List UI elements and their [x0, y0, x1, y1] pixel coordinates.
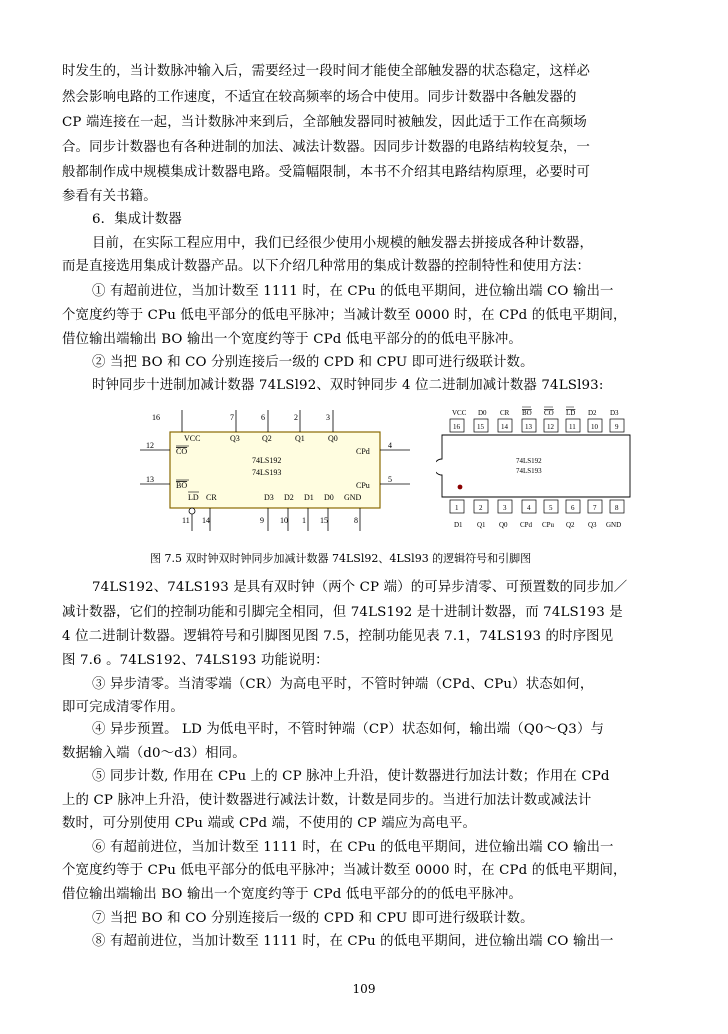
- text-line: ⑥ 有超前进位，当加计数至 1111 时，在 CPu 的低电平期间，进位输出端 CO 输出一: [92, 840, 614, 855]
- pin-label: GND: [344, 493, 362, 502]
- pin-label: CR: [206, 493, 217, 502]
- text-line: 借位输出端输出 BO 输出一个宽度约等于 CPd 低电平部分的的低电平脉冲。: [62, 332, 522, 347]
- pin-label: LD: [188, 493, 199, 502]
- pin-label: CPu: [542, 521, 555, 529]
- pin-number: 6: [571, 504, 575, 512]
- pin-number: 1: [455, 504, 459, 512]
- pin-number: 3: [503, 504, 507, 512]
- text-line: 时发生的，当计数脉冲输入后，需要经过一段时间才能使全部触发器的状态稳定，这样必: [62, 64, 591, 79]
- pin-label: D3: [264, 493, 274, 502]
- text-line: 然会影响电路的工作速度，不适宜在较高频率的场合中使用。同步计数器中各触发器的: [62, 90, 577, 105]
- pinout-diagram: [436, 403, 636, 533]
- pin-number: 9: [615, 423, 619, 431]
- pin-label: D2: [588, 409, 597, 417]
- chip-body: [436, 435, 630, 497]
- pin-number: 3: [326, 413, 330, 422]
- text-line: ③ 异步清零。当清零端（CR）为高电平时，不管时钟端（CPd、CPu）状态如何，: [92, 677, 594, 692]
- pin-number: 12: [547, 423, 554, 431]
- pin-number: 11: [182, 516, 190, 525]
- text-line: 数据输入端（d0～d3）相同。: [62, 746, 246, 761]
- text-line: CP 端连接在一起，当计数脉冲来到后，全部触发器同时被触发，因此适于工作在高频场: [62, 115, 587, 130]
- pin-label: LD: [566, 409, 576, 417]
- pin-number: 2: [294, 413, 298, 422]
- pin-label: D1: [304, 493, 314, 502]
- pin-label: GND: [606, 521, 622, 529]
- pin-label: CO: [544, 409, 554, 417]
- pin-number: 14: [501, 423, 508, 431]
- pin-number: 5: [549, 504, 553, 512]
- pin-number: 8: [615, 504, 619, 512]
- text-line: ⑦ 当把 BO 和 CO 分别连接后一级的 CPD 和 CPU 即可进行级联计数。: [92, 911, 534, 926]
- pin-number: 2: [479, 504, 483, 512]
- text-line: 般都制作成中规模集成计数器电路。受篇幅限制，本书不介绍其电路结构原理，必要时可: [62, 165, 591, 180]
- pin-label: Q2: [262, 434, 272, 443]
- pin-number: 1: [302, 516, 306, 525]
- pin-number: 13: [525, 423, 532, 431]
- pin-label: Q3: [230, 434, 240, 443]
- pin-number: 15: [320, 516, 328, 525]
- pin-number: 13: [146, 475, 154, 484]
- pin-number: 16: [453, 423, 460, 431]
- text-line: ② 当把 BO 和 CO 分别连接后一级的 CPD 和 CPU 即可进行级联计数。: [92, 355, 534, 370]
- text-line: 个宽度约等于 CPu 低电平部分的低电平脉冲；当减计数至 0000 时，在 CPd 的低电平期间，: [62, 863, 627, 878]
- chip-name: 74LS193: [516, 467, 542, 475]
- pin-number: 7: [230, 413, 234, 422]
- pin-label: CO: [176, 447, 188, 456]
- pin-number: 10: [280, 516, 288, 525]
- pin-number: 12: [146, 441, 154, 450]
- logic-symbol-diagram: [130, 405, 430, 540]
- pin-number: 5: [388, 475, 392, 484]
- pin1-dot: [458, 485, 463, 490]
- page-number: 109: [352, 982, 376, 996]
- text-line: 图 7.6 。74LS192、74LS193 功能说明：: [62, 653, 329, 668]
- pin-label: CPd: [356, 447, 370, 456]
- pin-number: 15: [477, 423, 484, 431]
- pin-number: 14: [202, 516, 210, 525]
- pin-label: Q2: [566, 521, 575, 529]
- text-line: 时钟同步十进制加减计数器 74LSl92、双时钟同步 4 位二进制加减计数器 74LSl93:: [92, 378, 604, 393]
- pin-number: 9: [260, 516, 264, 525]
- pin-number: 4: [388, 441, 392, 450]
- pin-label: D1: [454, 521, 463, 529]
- chip-name: 74LS193: [252, 468, 282, 477]
- pin-label: CPd: [520, 521, 533, 529]
- pin-number: 10: [591, 423, 598, 431]
- text-line: ⑤ 同步计数, 作用在 CPu 上的 CP 脉冲上升沿，使计数器进行加法计数；作用在 CPd: [92, 769, 610, 784]
- text-line: 借位输出端输出 BO 输出一个宽度约等于 CPd 低电平部分的的低电平脉冲。: [62, 887, 522, 902]
- text-line: 参看有关书籍。: [62, 189, 157, 204]
- pin-number: 7: [593, 504, 597, 512]
- text-line: 个宽度约等于 CPu 低电平部分的低电平脉冲；当减计数至 0000 时，在 CPd 的低电平期间，: [62, 308, 627, 323]
- pin-number: 4: [527, 504, 531, 512]
- text-line: 上的 CP 脉冲上升沿，使计数器进行减法计数，计数是同步的。当进行加法计数或减法计: [62, 793, 592, 808]
- pin-label: Q1: [477, 521, 486, 529]
- pin-label: D0: [478, 409, 487, 417]
- chip-name: 74LS192: [516, 457, 542, 465]
- pin-label: CR: [500, 409, 510, 417]
- text-line: ④ 异步预置。 LD 为低电平时，不管时钟端（CP）状态如何，输出端（Q0～Q3）与: [92, 722, 605, 737]
- pin-label: BO: [176, 481, 188, 490]
- pin-label: Q3: [588, 521, 597, 529]
- text-line: 目前，在实际工程应用中，我们已经很少使用小规模的触发器去拼接成各种计数器，: [92, 236, 594, 251]
- text-line: 减计数器，它们的控制功能和引脚完全相同，但 74LS192 是十进制计数器，而 74LS193 是: [62, 605, 623, 620]
- text-line: 而是直接选用集成计数器产品。以下介绍几种常用的集成计数器的控制特性和使用方法：: [62, 259, 591, 274]
- pin-label: D2: [284, 493, 294, 502]
- inversion-bubble: [189, 508, 195, 514]
- pin-number: 11: [569, 423, 576, 431]
- text-line: 74LS192、74LS193 是具有双时钟（两个 CP 端）的可异步清零、可预置数的同步加／: [92, 580, 628, 595]
- pin-number: 8: [354, 516, 358, 525]
- text-line: 即可完成清零作用。: [62, 700, 184, 715]
- figure-caption: 图 7.5 双时钟双时钟同步加减计数器 74LSl92、4LSl93 的逻辑符号和引脚图: [150, 552, 532, 565]
- text-line: 数时，可分别使用 CPu 端或 CPd 端，不使用的 CP 端应为高电平。: [62, 816, 477, 831]
- section-heading: 6．集成计数器: [92, 212, 182, 227]
- pin-number: 16: [152, 413, 160, 422]
- pin-label: BO: [522, 409, 532, 417]
- pin-label: Q1: [295, 434, 305, 443]
- chip-name: 74LS192: [252, 456, 282, 465]
- pin-label: Q0: [499, 521, 508, 529]
- text-line: 合。同步计数器也有各种进制的加法、减法计数器。因同步计数器的电路结构较复杂，一: [62, 140, 591, 155]
- pin-label: VCC: [452, 409, 467, 417]
- pin-label: D3: [610, 409, 619, 417]
- text-line: 4 位二进制计数器。逻辑符号和引脚图见图 7.5，控制功能见表 7.1，74LS193 的时序图见: [62, 629, 614, 644]
- pin-label: D0: [324, 493, 334, 502]
- pin-label: Q0: [328, 434, 338, 443]
- text-line: ① 有超前进位，当加计数至 1111 时，在 CPu 的低电平期间，进位输出端 CO 输出一: [92, 284, 614, 299]
- pin-number: 6: [261, 413, 265, 422]
- text-line: ⑧ 有超前进位，当加计数至 1111 时，在 CPu 的低电平期间，进位输出端 CO 输出一: [92, 934, 614, 949]
- pin-label: CPu: [356, 481, 370, 490]
- pin-label: VCC: [184, 434, 201, 443]
